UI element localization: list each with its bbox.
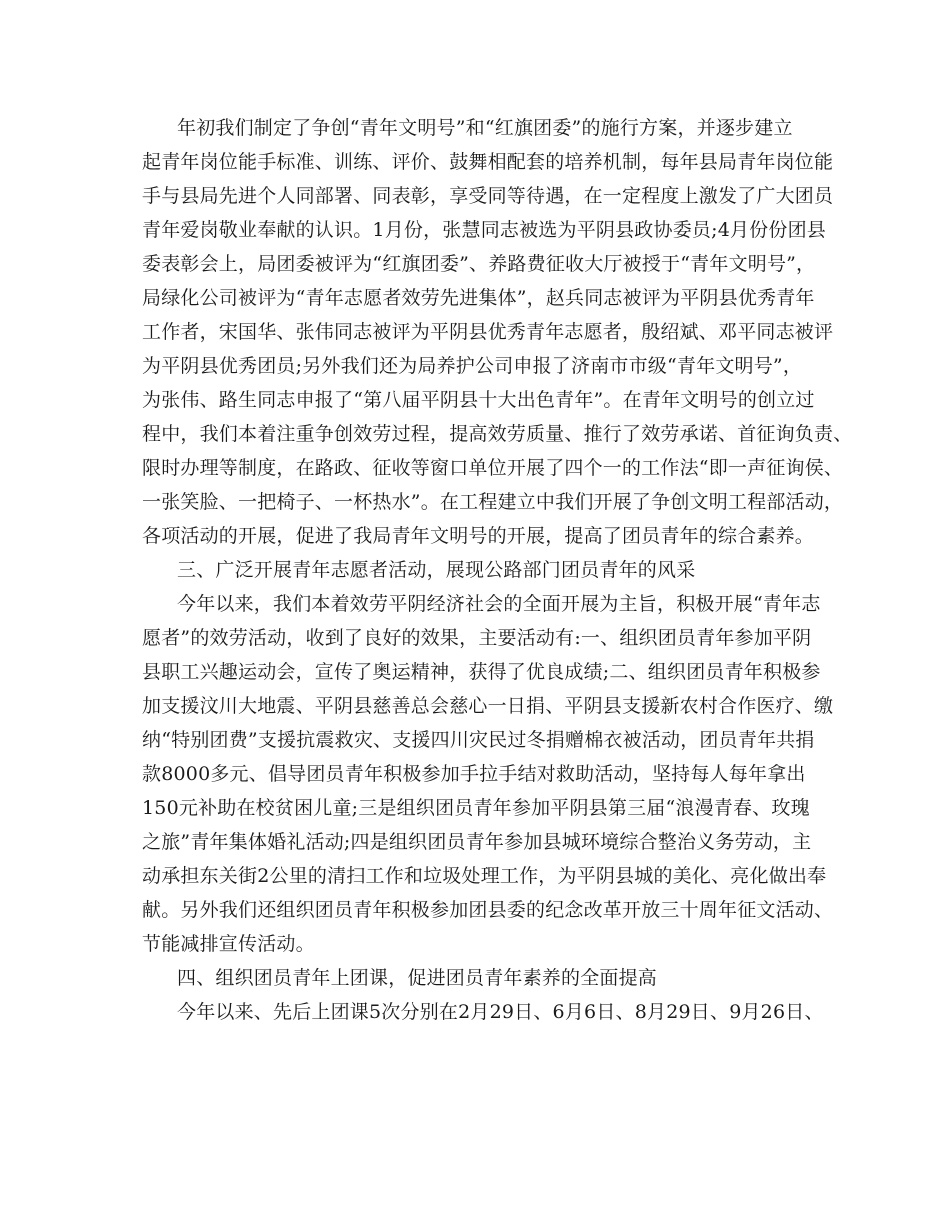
paragraph-line: 委表彰会上，局团委被评为“红旗团委”、养路费征收大厅被授于“青年文明号”， [142, 253, 816, 275]
paragraph-line: 款8000多元、倡导团员青年积极参加手拉手结对救助活动，坚持每人每年拿出 [142, 763, 806, 785]
paragraph-line: 手与县局先进个人同部署、同表彰，享受同等待遇，在一定程度上激发了广大团员 [142, 185, 834, 207]
paragraph-line: 县职工兴趣运动会，宣传了奥运精神，获得了优良成绩;二、组织团员青年积极参 [142, 661, 821, 683]
paragraph-line: 之旅”青年集体婚礼活动;四是组织团员青年参加县城环境综合整治义务劳动，主 [142, 831, 812, 853]
paragraph-line: 愿者”的效劳活动，收到了良好的效果，主要活动有:一、组织团员青年参加平阴 [142, 627, 812, 649]
paragraph-line: 起青年岗位能手标准、训练、评价、鼓舞相配套的培养机制，每年县局青年岗位能 [142, 151, 834, 173]
paragraph-line: 工作者，宋国华、张伟同志被评为平阴县优秀青年志愿者，殷绍斌、邓平同志被评 [142, 321, 834, 343]
paragraph-line: 局绿化公司被评为“青年志愿者效劳先进集体”，赵兵同志被评为平阴县优秀青年 [142, 287, 815, 309]
paragraph-line: 青年爱岗敬业奉献的认识。1月份，张慧同志被选为平阴县政协委员;4月份份团县 [142, 219, 826, 241]
paragraph-line: 程中，我们本着注重争创效劳过程，提高效劳质量、推行了效劳承诺、首征询负责、 [142, 423, 853, 445]
paragraph-line: 纳“特别团费”支援抗震救灾、支援四川灾民过冬捐赠棉衣被活动，团员青年共捐 [142, 729, 815, 751]
paragraph-line: 年初我们制定了争创“青年文明号”和“红旗团委”的施行方案，并逐步建立 [177, 117, 793, 139]
paragraph-line: 动承担东关街2公里的清扫工作和垃圾处理工作，为平阴县城的美化、亮化做出奉 [142, 865, 827, 887]
section-heading: 四、组织团员青年上团课，促进团员青年素养的全面提高 [177, 967, 658, 989]
paragraph-line: 一张笑脸、一把椅子、一杯热水”。在工程建立中我们开展了争创文明工程部活动， [142, 491, 844, 513]
paragraph-line: 150元补助在校贫困儿童;三是组织团员青年参加平阴县第三届“浪漫青春、玫瑰 [142, 797, 810, 819]
paragraph-line: 今年以来、先后上团课5次分别在2月29日、6月6日、8月29日、9月26日、 [177, 1001, 824, 1023]
paragraph-line: 限时办理等制度，在路政、征收等窗口单位开展了四个一的工作法“即一声征询侯、 [142, 457, 844, 479]
paragraph-line: 各项活动的开展，促进了我局青年文明号的开展，提高了团员青年的综合素养。 [142, 525, 815, 547]
paragraph-line: 加支援汶川大地震、平阴县慈善总会慈心一日捐、平阴县支援新农村合作医疗、缴 [142, 695, 834, 717]
paragraph-line: 今年以来，我们本着效劳平阴经济社会的全面开展为主旨，积极开展“青年志 [177, 593, 821, 615]
paragraph-line: 为张伟、路生同志申报了“第八届平阴县十大出色青年”。在青年文明号的创立过 [142, 389, 815, 411]
paragraph-line: 为平阴县优秀团员;另外我们还为局养护公司申报了济南市市级“青年文明号”， [142, 355, 803, 377]
section-heading: 三、广泛开展青年志愿者活动，展现公路部门团员青年的风采 [177, 559, 696, 581]
paragraph-line: 节能减排宣传活动。 [142, 933, 315, 955]
paragraph-line: 献。另外我们还组织团员青年积极参加团县委的纪念改革开放三十周年征文活动、 [142, 899, 834, 921]
